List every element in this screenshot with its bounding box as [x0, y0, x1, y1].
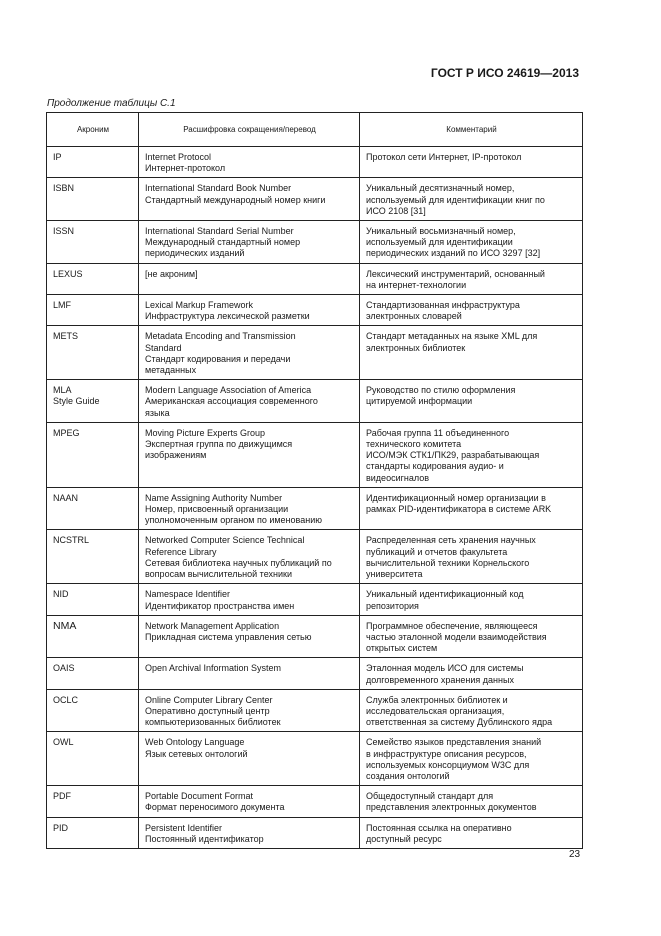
- acronym-cell-line: LMF: [53, 300, 71, 311]
- expansion-cell-line: Metadata Encoding and Transmission: [145, 331, 296, 342]
- comment-cell-line: используемых консорциумом W3C для: [366, 759, 530, 770]
- acronym-cell: [47, 689, 139, 732]
- expansion-cell: [139, 530, 360, 584]
- expansion-cell-line: Формат переносимого документа: [145, 802, 285, 813]
- acronym-cell-line: METS: [53, 331, 79, 342]
- acronym-cell: [47, 530, 139, 584]
- acronym-cell-line: LEXUS: [53, 268, 83, 279]
- acronym-cell: [47, 295, 139, 326]
- comment-cell: [360, 263, 583, 294]
- expansion-cell-line: Стандартный международный номер книги: [145, 194, 326, 205]
- comment-cell-line: ответственная за систему Дублинского ядра: [366, 717, 553, 728]
- expansion-cell: [139, 295, 360, 326]
- expansion-cell-line: Lexical Markup Framework: [145, 300, 254, 311]
- table-row: [47, 147, 583, 178]
- expansion-cell-line: Moving Picture Experts Group: [145, 427, 266, 438]
- expansion-cell-line: [не акроним]: [145, 268, 198, 279]
- comment-cell-line: Лексический инструментарий, основанный: [366, 268, 545, 279]
- comment-cell-line: Эталонная модель ИСО для системы: [366, 663, 524, 674]
- expansion-cell: [139, 147, 360, 178]
- comment-cell: [360, 689, 583, 732]
- comment-cell: [360, 615, 583, 658]
- comment-cell-line: открытых систем: [366, 643, 438, 654]
- comment-cell-line: репозитория: [366, 600, 419, 611]
- comment-cell: [360, 178, 583, 221]
- expansion-cell-line: Reference Library: [145, 546, 217, 557]
- table-row: [47, 786, 583, 817]
- expansion-cell: [139, 326, 360, 380]
- comment-cell: [360, 817, 583, 848]
- table-row: [47, 732, 583, 786]
- table-row: [47, 689, 583, 732]
- comment-cell-line: Протокол сети Интернет, IP-протокол: [366, 152, 522, 162]
- comment-cell: [360, 487, 583, 530]
- expansion-cell-line: компьютеризованных библиотек: [145, 717, 281, 728]
- expansion-cell-line: Network Management Application: [145, 620, 280, 631]
- comment-cell: [360, 658, 583, 689]
- expansion-cell-line: Modern Language Association of America: [145, 385, 312, 396]
- expansion-cell: [139, 380, 360, 423]
- acronym-cell-line: IP: [53, 152, 62, 162]
- acronym-cell: [47, 178, 139, 221]
- table-row: [47, 530, 583, 584]
- comment-cell: [360, 326, 583, 380]
- comment-cell-line: Уникальный восьмизначный номер,: [366, 226, 516, 237]
- acronym-cell-line: ISSN: [53, 226, 75, 237]
- acronym-cell-line: ISBN: [53, 183, 75, 194]
- expansion-cell-line: уполномоченным органом по именованию: [145, 515, 322, 526]
- expansion-cell-line: языка: [145, 407, 170, 418]
- table-row: [47, 422, 583, 487]
- expansion-cell-line: Международный стандартный номер: [145, 237, 301, 248]
- comment-cell-line: Идентификационный номер организации в: [366, 492, 546, 503]
- comment-cell-line: ИСО/МЭК СТК1/ПК29, разрабатывающая: [366, 450, 540, 461]
- expansion-cell: [139, 584, 360, 615]
- comment-cell-line: электронных библиотек: [366, 342, 466, 353]
- comment-cell-line: Уникальный десятизначный номер,: [366, 183, 515, 194]
- expansion-cell-line: Прикладная система управления сетью: [145, 631, 312, 642]
- acronym-cell-line: NAAN: [53, 492, 79, 503]
- expansion-cell: [139, 221, 360, 264]
- acronym-cell-line: OCLC: [53, 694, 79, 705]
- acronym-cell-line: MLA: [53, 385, 72, 396]
- acronym-cell: [47, 380, 139, 423]
- comment-cell-line: на интернет-технологии: [366, 279, 467, 290]
- comment-cell: [360, 584, 583, 615]
- acronym-cell: [47, 263, 139, 294]
- expansion-cell: [139, 178, 360, 221]
- expansion-cell-line: Open Archival Information System: [145, 663, 282, 674]
- expansion-cell-line: Номер, присвоенный организации: [145, 504, 289, 515]
- comment-cell-line: представления электронных документов: [366, 802, 537, 813]
- comment-cell: [360, 530, 583, 584]
- comment-cell-line: периодических изданий по ИСО 3297 [32]: [366, 248, 541, 259]
- expansion-cell: [139, 615, 360, 658]
- expansion-cell-line: Постоянный идентификатор: [145, 833, 264, 844]
- acronym-table: [46, 112, 583, 849]
- comment-cell-line: вычислительной техники Корнельского: [366, 557, 530, 568]
- comment-cell-line: Постоянная ссылка на оперативно: [366, 822, 512, 833]
- table-row: [47, 221, 583, 264]
- expansion-cell: [139, 422, 360, 487]
- acronym-cell-line: PDF: [53, 791, 71, 802]
- acronym-cell: [47, 786, 139, 817]
- table-caption: Продолжение таблицы С.1: [47, 98, 176, 109]
- expansion-cell-line: вопросам вычислительной техники: [145, 569, 292, 580]
- acronym-cell: [47, 326, 139, 380]
- comment-cell-line: Служба электронных библиотек и: [366, 694, 508, 705]
- comment-cell-line: стандарты кодирования аудио- и: [366, 461, 504, 472]
- comment-cell-line: цитируемой информации: [366, 396, 473, 407]
- acronym-cell: [47, 615, 139, 658]
- expansion-cell-line: Networked Computer Science Technical: [145, 535, 305, 546]
- comment-cell-line: ИСО 2108 [31]: [366, 205, 426, 216]
- comment-cell-line: Общедоступный стандарт для: [366, 791, 494, 802]
- expansion-cell-line: Online Computer Library Center: [145, 694, 273, 705]
- comment-cell-line: Программное обеспечение, являющееся: [366, 620, 538, 631]
- table-row: [47, 658, 583, 689]
- comment-cell-line: Стандарт метаданных на языке XML для: [366, 331, 538, 342]
- comment-cell-line: создания онтологий: [366, 770, 450, 781]
- comment-cell: [360, 732, 583, 786]
- comment-cell-line: публикаций и отчетов факультета: [366, 546, 508, 557]
- expansion-cell: [139, 732, 360, 786]
- expansion-cell-line: Американская ассоциация современного: [145, 396, 318, 407]
- comment-cell-line: в инфраструктуре описания ресурсов,: [366, 748, 527, 759]
- expansion-cell-line: Идентификатор пространства имен: [145, 600, 295, 611]
- comment-cell: [360, 786, 583, 817]
- comment-cell-line: электронных словарей: [366, 311, 462, 322]
- comment-cell-line: доступный ресурс: [366, 833, 442, 844]
- table-row: [47, 295, 583, 326]
- acronym-cell-line: OWL: [53, 737, 74, 748]
- comment-cell: [360, 295, 583, 326]
- expansion-cell-line: Инфраструктура лексической разметки: [145, 311, 310, 322]
- comment-cell-line: Руководство по стилю оформления: [366, 385, 516, 396]
- expansion-cell-line: International Standard Book Number: [145, 183, 292, 194]
- acronym-cell: [47, 732, 139, 786]
- table-row: [47, 487, 583, 530]
- comment-cell: [360, 380, 583, 423]
- acronym-cell-line: NMA: [53, 619, 77, 632]
- comment-cell-line: технического комитета: [366, 439, 462, 450]
- acronym-cell-line: NID: [53, 589, 69, 600]
- column-header-comment: Комментарий: [360, 113, 583, 147]
- acronym-cell: [47, 817, 139, 848]
- comment-cell-line: Рабочая группа 11 объединенного: [366, 427, 510, 438]
- expansion-cell-line: метаданных: [145, 365, 197, 376]
- comment-cell-line: долговременного хранения данных: [366, 674, 514, 685]
- comment-cell-line: Уникальный идентификационный код: [366, 589, 524, 600]
- column-header-acronym: Акроним: [47, 113, 139, 147]
- comment-cell: [360, 221, 583, 264]
- page-number: 23: [569, 849, 581, 860]
- acronym-cell: [47, 487, 139, 530]
- expansion-cell-line: периодических изданий: [145, 248, 245, 259]
- acronym-cell-line: PID: [53, 822, 69, 833]
- table-row: [47, 326, 583, 380]
- comment-cell-line: рамках PID-идентификатора в системе ARK: [366, 504, 552, 515]
- acronym-cell: [47, 584, 139, 615]
- comment-cell-line: Распределенная сеть хранения научных: [366, 535, 536, 546]
- expansion-cell: [139, 487, 360, 530]
- comment-cell-line: университета: [366, 569, 423, 580]
- expansion-cell-line: изображениям: [145, 450, 207, 461]
- comment-cell: [360, 422, 583, 487]
- expansion-cell-line: International Standard Serial Number: [145, 226, 294, 237]
- column-header-expansion: Расшифровка сокращения/перевод: [139, 113, 360, 147]
- table-row: [47, 615, 583, 658]
- table-row: [47, 380, 583, 423]
- table-header-row: [47, 113, 583, 147]
- acronym-cell: [47, 658, 139, 689]
- expansion-cell: [139, 263, 360, 294]
- expansion-cell: [139, 689, 360, 732]
- expansion-cell-line: Portable Document Format: [145, 791, 254, 802]
- table-row: [47, 584, 583, 615]
- expansion-cell-line: Web Ontology Language: [145, 737, 245, 748]
- comment-cell-line: исследовательская организация,: [366, 705, 505, 716]
- comment-cell-line: видеосигналов: [366, 472, 429, 483]
- expansion-cell-line: Язык сетевых онтологий: [145, 748, 248, 759]
- expansion-cell-line: Стандарт кодирования и передачи: [145, 353, 291, 364]
- comment-cell-line: Стандартизованная инфраструктура: [366, 300, 520, 311]
- expansion-cell-line: Экспертная группа по движущимся: [145, 439, 293, 450]
- expansion-cell-line: Standard: [145, 342, 182, 353]
- expansion-cell: [139, 658, 360, 689]
- table-row: [47, 263, 583, 294]
- comment-cell-line: частью эталонной модели взаимодействия: [366, 631, 547, 642]
- expansion-cell-line: Persistent Identifier: [145, 822, 223, 833]
- acronym-cell-line: MPEG: [53, 427, 80, 438]
- table-row: [47, 817, 583, 848]
- expansion-cell-line: Namespace Identifier: [145, 589, 231, 600]
- expansion-cell: [139, 817, 360, 848]
- acronym-cell: [47, 422, 139, 487]
- document-code: ГОСТ Р ИСО 24619—2013: [430, 66, 579, 80]
- expansion-cell-line: Сетевая библиотека научных публикаций по: [145, 557, 332, 568]
- comment-cell-line: используемый для идентификации: [366, 237, 513, 248]
- expansion-cell-line: Оперативно доступный центр: [145, 705, 270, 716]
- expansion-cell: [139, 786, 360, 817]
- table-row: [47, 178, 583, 221]
- comment-cell-line: используемый для идентификации книг по: [366, 194, 545, 205]
- expansion-cell-line: Internet Protocol: [145, 152, 212, 162]
- expansion-cell-line: Name Assigning Authority Number: [145, 492, 283, 503]
- acronym-cell: [47, 221, 139, 264]
- comment-cell: [360, 147, 583, 178]
- acronym-cell-line: OAIS: [53, 663, 75, 674]
- comment-cell-line: Семейство языков представления знаний: [366, 737, 542, 748]
- acronym-cell: [47, 147, 139, 178]
- acronym-cell-line: Style Guide: [53, 396, 100, 407]
- expansion-cell-line: Интернет-протокол: [145, 163, 226, 174]
- acronym-cell-line: NCSTRL: [53, 535, 90, 546]
